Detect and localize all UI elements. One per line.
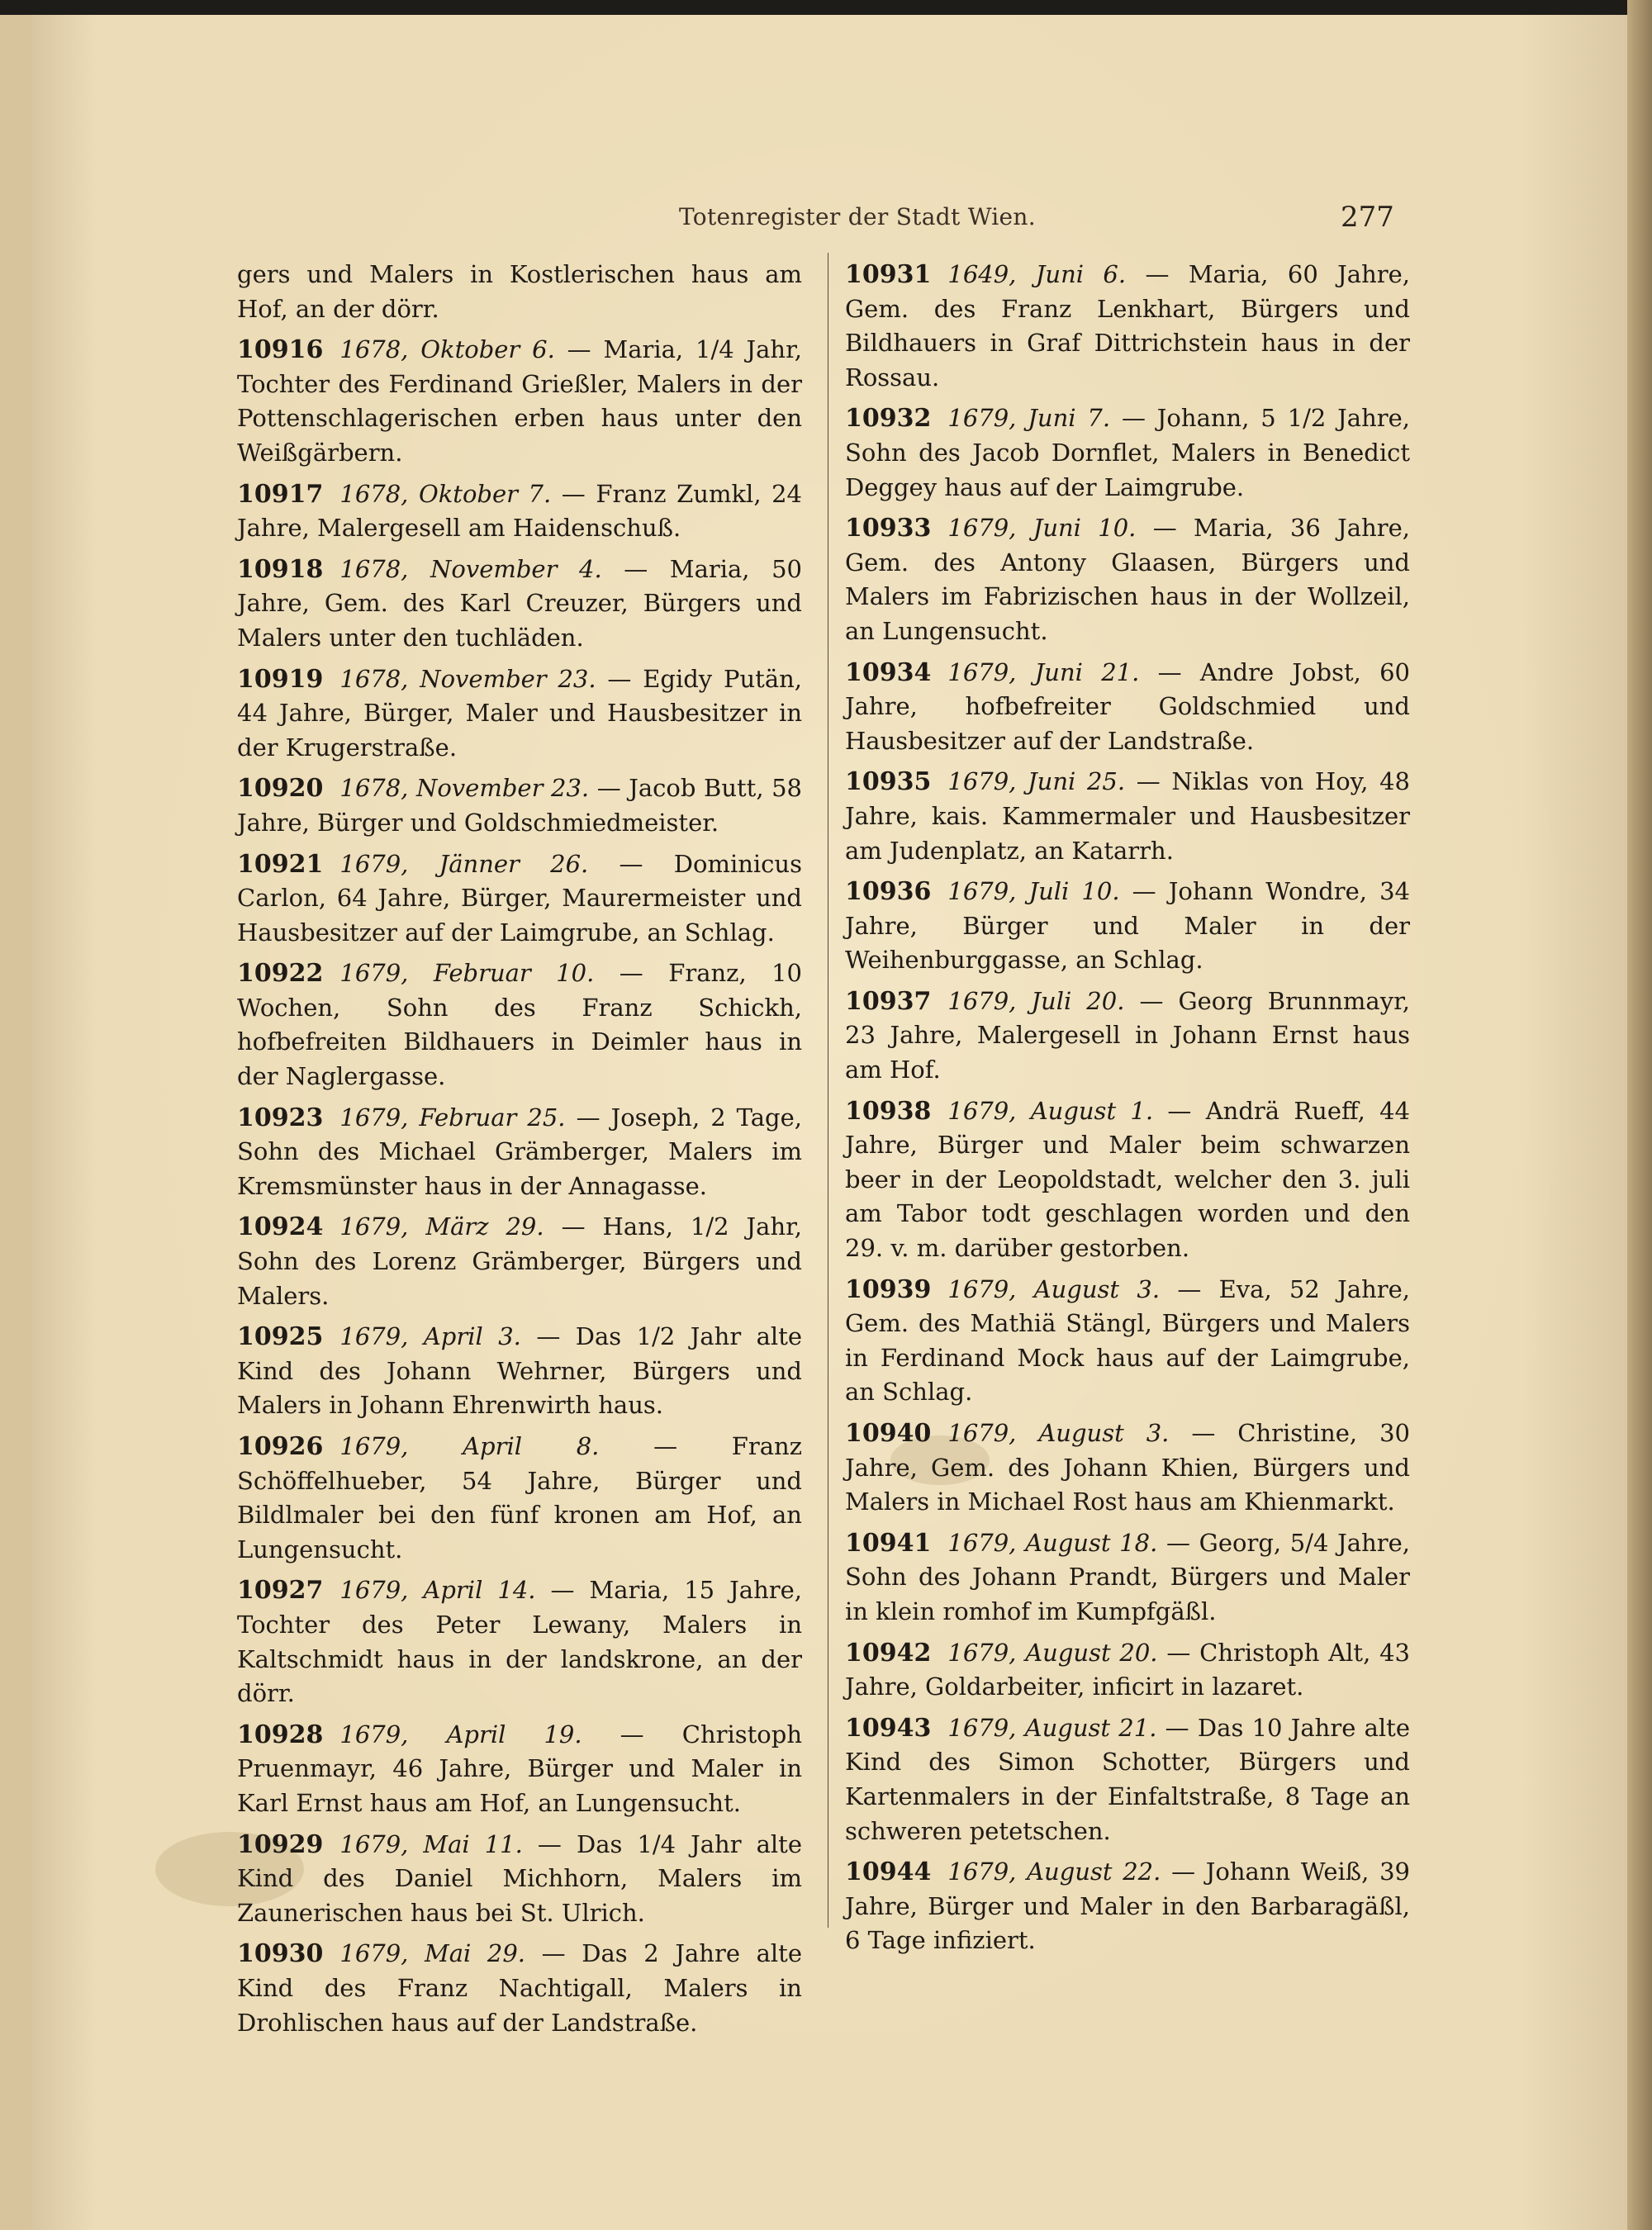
register-entry bbox=[237, 333, 802, 470]
entry-date: 1679, Februar 10. bbox=[339, 959, 595, 988]
entry-text: — Egidy Putän, 44 Jahre, Bürger, Maler und Hausbesitzer in der Krugerstraße. bbox=[237, 664, 803, 762]
right-entry-list bbox=[845, 258, 1410, 1958]
entry-number: 10935 bbox=[845, 767, 932, 797]
entry-date: 1649, Juni 6. bbox=[947, 260, 1127, 288]
entry-text: — Georg, 5/4 Jahre, Sohn des Johann Prandt, Bürgers und Maler in klein romhof im Kumpfgäßl. bbox=[845, 1528, 1410, 1625]
entry-date: 1679, April 19. bbox=[339, 1720, 582, 1748]
entry-text: — Andrä Rueff, 44 Jahre, Bürger und Maler beim schwarzen beer in der Leopoldstadt, welcher den 3. juli am Tabor todt geschlagen worden und den 29. v. m. darüber gestorben. bbox=[845, 1096, 1411, 1263]
register-entry bbox=[845, 511, 1410, 648]
register-entry bbox=[845, 1636, 1410, 1705]
entry-text: — Das 1/2 Jahr alte Kind des Johann Wehrner, Bürgers und Malers in Johann Ehrenwirth haus. bbox=[237, 1322, 803, 1420]
register-entry bbox=[237, 1101, 802, 1204]
entry-number: 10943 bbox=[845, 1713, 932, 1743]
entry-number: 10934 bbox=[845, 657, 932, 687]
entry-text: — Christine, 30 Jahre, Gem. des Johann Khien, Bürgers und Malers in Michael Rost haus am Khienmarkt. bbox=[845, 1419, 1411, 1516]
entry-text: — Das 2 Jahre alte Kind des Franz Nachtigall, Malers in Drohlischen haus auf der Landstraße. bbox=[237, 1939, 802, 2037]
register-entry bbox=[845, 1273, 1410, 1410]
register-entry bbox=[845, 1711, 1410, 1848]
entry-text: — Das 1/4 Jahr alte Kind des Daniel Michhorn, Malers im Zaunerischen haus bei St. Ulrich. bbox=[237, 1829, 802, 1927]
entry-number: 10925 bbox=[237, 1322, 324, 1352]
register-entry bbox=[845, 985, 1410, 1088]
page-number: 277 bbox=[1341, 201, 1394, 234]
entry-text: — Hans, 1/2 Jahr, Sohn des Lorenz Grämberger, Bürgers und Malers. bbox=[237, 1212, 803, 1310]
entry-date: 1678, Oktober 7. bbox=[339, 479, 552, 508]
entry-number: 10919 bbox=[237, 664, 324, 694]
entry-number: 10918 bbox=[237, 554, 324, 584]
entry-number: 10917 bbox=[237, 479, 324, 509]
left-column bbox=[237, 258, 802, 2047]
entry-date: 1678, November 4. bbox=[339, 554, 602, 583]
entry-date: 1678, November 23. bbox=[339, 774, 590, 803]
entry-date: 1679, August 21. bbox=[947, 1713, 1157, 1742]
entry-number: 10928 bbox=[237, 1720, 324, 1749]
entry-number: 10936 bbox=[845, 877, 932, 907]
entry-text: — Maria, 36 Jahre, Gem. des Antony Glaasen, Bürgers und Malers im Fabrizischen haus in der Wollzeil, an Lungensucht. bbox=[845, 514, 1410, 645]
register-entry bbox=[237, 553, 802, 656]
register-entry bbox=[237, 1430, 802, 1567]
entry-number: 10933 bbox=[845, 514, 932, 543]
entry-text: — Niklas von Hoy, 48 Jahre, kais. Kammermaler und Hausbesitzer am Judenplatz, an Katarrh. bbox=[845, 767, 1410, 865]
entry-text: — Johann Weiß, 39 Jahre, Bürger und Maler in den Barbaragäßl, 6 Tage infiziert. bbox=[845, 1858, 1411, 1955]
entry-number: 10938 bbox=[845, 1096, 932, 1126]
register-entry bbox=[845, 1094, 1410, 1266]
register-entry bbox=[237, 477, 802, 546]
register-entry bbox=[845, 656, 1410, 759]
register-entry bbox=[237, 662, 802, 766]
entry-text: — Georg Brunnmayr, 23 Jahre, Malergesell in Johann Ernst haus am Hof. bbox=[845, 986, 1410, 1084]
entry-text: — Jacob Butt, 58 Jahre, Bürger und Goldschmiedmeister. bbox=[237, 774, 803, 837]
page-gutter-edge bbox=[0, 15, 33, 2230]
register-entry bbox=[237, 1937, 802, 2040]
entry-date: 1679, August 22. bbox=[947, 1858, 1161, 1886]
entry-date: 1679, Februar 25. bbox=[339, 1103, 566, 1132]
register-entry bbox=[237, 1828, 802, 1931]
entry-date: 1679, August 18. bbox=[947, 1528, 1158, 1557]
register-entry bbox=[237, 1320, 802, 1423]
register-entry bbox=[845, 1526, 1410, 1630]
running-header: Totenregister der Stadt Wien. bbox=[679, 203, 1036, 230]
entry-number: 10921 bbox=[237, 849, 324, 879]
entry-text: — Christoph Pruenmayr, 46 Jahre, Bürger und Maler in Karl Ernst haus am Hof, an Lungensucht. bbox=[237, 1720, 802, 1817]
entry-number: 10941 bbox=[845, 1528, 932, 1558]
entry-date: 1679, August 1. bbox=[947, 1096, 1154, 1125]
entry-number: 10930 bbox=[237, 1939, 324, 1969]
entry-text: — Franz Schöffelhueber, 54 Jahre, Bürger und Bildlmaler bei den fünf kronen am Hof, an Lungensucht. bbox=[237, 1432, 803, 1563]
entry-date: 1679, April 8. bbox=[339, 1432, 600, 1460]
entry-number: 10922 bbox=[237, 959, 324, 989]
entry-number: 10944 bbox=[845, 1858, 932, 1887]
entry-text: — Franz Zumkl, 24 Jahre, Malergesell am Haidenschuß. bbox=[237, 479, 802, 543]
entry-text: — Das 10 Jahre alte Kind des Simon Schotter, Bürgers und Kartenmalers in der Einfaltstraße, 8 Tage an schweren petetschen. bbox=[845, 1713, 1410, 1845]
entry-date: 1679, Juni 7. bbox=[947, 404, 1111, 433]
entry-text: — Maria, 1/4 Jahr, Tochter des Ferdinand Grießler, Malers in der Pottenschlagerischen erben haus unter den Weißgärbern. bbox=[237, 335, 802, 467]
entry-text: — Franz, 10 Wochen, Sohn des Franz Schickh, hofbefreiten Bildhauers in Deimler haus in der Naglergasse. bbox=[237, 959, 802, 1091]
register-entry bbox=[237, 1718, 802, 1821]
entry-number: 10937 bbox=[845, 986, 932, 1016]
entry-date: 1679, März 29. bbox=[339, 1212, 544, 1241]
register-entry bbox=[845, 1416, 1410, 1520]
register-entry bbox=[845, 258, 1410, 395]
register-entry bbox=[845, 765, 1410, 868]
entry-number: 10939 bbox=[845, 1274, 932, 1304]
entry-date: 1679, Mai 11. bbox=[339, 1829, 523, 1858]
entry-number: 10931 bbox=[845, 260, 932, 289]
right-column bbox=[845, 258, 1410, 1965]
register-entry bbox=[845, 875, 1410, 978]
entry-text: — Johann Wondre, 34 Jahre, Bürger und Maler in der Weihenburggasse, an Schlag. bbox=[845, 877, 1410, 975]
entry-text: — Maria, 60 Jahre, Gem. des Franz Lenkhart, Bürgers und Bildhauers in Graf Dittrichstein haus in der Rossau. bbox=[845, 260, 1410, 391]
entry-date: 1679, August 3. bbox=[947, 1419, 1170, 1447]
register-entry bbox=[237, 847, 802, 951]
entry-date: 1679, August 3. bbox=[947, 1274, 1161, 1303]
entry-text: — Andre Jobst, 60 Jahre, hofbefreiter Goldschmied und Hausbesitzer auf der Landstraße. bbox=[845, 657, 1411, 755]
page-fore-edge bbox=[1627, 0, 1652, 2230]
register-entry bbox=[237, 956, 802, 1094]
entry-date: 1679, Juni 25. bbox=[947, 767, 1126, 796]
entry-number: 10916 bbox=[237, 335, 324, 365]
entry-date: 1679, Jänner 26. bbox=[339, 849, 589, 878]
entry-text: — Johann, 5 1/2 Jahre, Sohn des Jacob Dornflet, Malers in Benedict Deggey haus auf der Laimgrube. bbox=[845, 404, 1410, 501]
entry-number: 10929 bbox=[237, 1829, 324, 1859]
entry-date: 1679, August 20. bbox=[947, 1638, 1158, 1667]
entry-text: — Maria, 15 Jahre, Tochter des Peter Lewany, Malers in Kaltschmidt haus in der landskrone, an der dörr. bbox=[237, 1576, 802, 1708]
entry-date: 1678, Oktober 6. bbox=[339, 335, 555, 364]
entry-text: — Joseph, 2 Tage, Sohn des Michael Grämberger, Malers im Kremsmünster haus in der Annagasse. bbox=[237, 1103, 803, 1200]
register-entry bbox=[845, 401, 1410, 505]
entry-text: — Maria, 50 Jahre, Gem. des Karl Creuzer, Bürgers und Malers unter den tuchläden. bbox=[237, 554, 802, 652]
register-entry bbox=[237, 771, 802, 840]
entry-text: — Dominicus Carlon, 64 Jahre, Bürger, Maurermeister und Hausbesitzer auf der Laimgrube, an Schlag. bbox=[237, 849, 802, 947]
entry-number: 10940 bbox=[845, 1419, 932, 1448]
entry-number: 10924 bbox=[237, 1212, 324, 1242]
entry-number: 10927 bbox=[237, 1576, 324, 1606]
entry-date: 1679, April 14. bbox=[339, 1576, 536, 1605]
entry-text: — Eva, 52 Jahre, Gem. des Mathiä Stängl, Bürgers und Malers in Ferdinand Mock haus auf der Laimgrube, an Schlag. bbox=[845, 1274, 1411, 1407]
register-entry bbox=[845, 1855, 1410, 1958]
continuation-text: gers und Malers in Kostlerischen haus am Hof, an der dörr. bbox=[237, 260, 802, 323]
entry-text: — Christoph Alt, 43 Jahre, Goldarbeiter, inficirt in lazaret. bbox=[845, 1638, 1410, 1701]
entry-number: 10942 bbox=[845, 1638, 932, 1668]
entry-date: 1679, Mai 29. bbox=[339, 1939, 526, 1968]
entry-number: 10923 bbox=[237, 1103, 324, 1132]
register-entry bbox=[237, 1210, 802, 1313]
entry-date: 1679, Juni 21. bbox=[947, 657, 1140, 686]
entry-date: 1679, Juli 20. bbox=[947, 986, 1125, 1015]
register-entry bbox=[237, 1573, 802, 1710]
entry-number: 10926 bbox=[237, 1432, 324, 1461]
entry-date: 1678, November 23. bbox=[339, 664, 596, 693]
entry-number: 10920 bbox=[237, 774, 324, 804]
entry-number: 10932 bbox=[845, 404, 932, 434]
entry-date: 1679, Juli 10. bbox=[947, 877, 1120, 906]
entry-date: 1679, April 3. bbox=[339, 1322, 521, 1351]
left-entry-list bbox=[237, 333, 802, 2040]
entry-date: 1679, Juni 10. bbox=[947, 514, 1137, 543]
